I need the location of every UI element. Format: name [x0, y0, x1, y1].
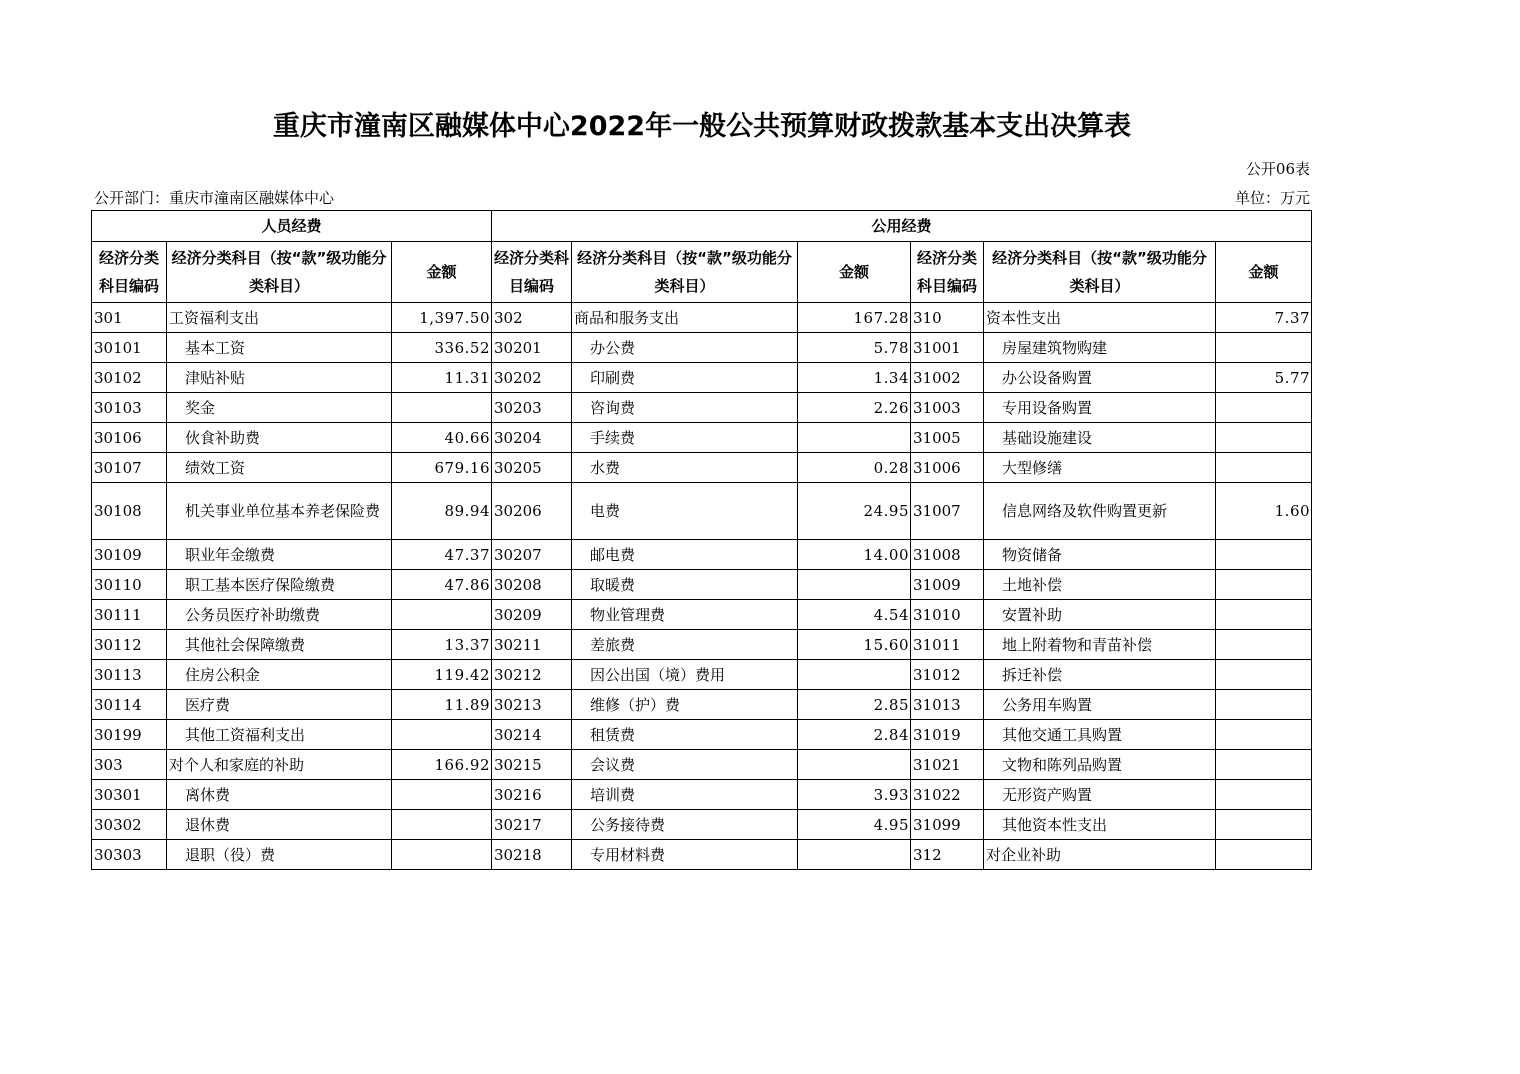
amount-cell: 2.84	[798, 720, 911, 750]
name-cell: 其他资本性支出	[984, 810, 1216, 840]
amount-cell: 2.85	[798, 690, 911, 720]
code-cell: 30215	[492, 750, 572, 780]
code-cell: 301	[92, 303, 167, 333]
group-header-public: 公用经费	[492, 211, 1312, 242]
name-cell: 无形资产购置	[984, 780, 1216, 810]
code-cell: 31008	[911, 540, 984, 570]
code-cell: 30109	[92, 540, 167, 570]
expenditure-table	[91, 210, 1312, 870]
col-header-code: 经济分类科目编码	[911, 242, 984, 303]
amount-cell: 24.95	[798, 483, 911, 540]
amount-cell: 47.37	[392, 540, 492, 570]
amount-cell: 1.34	[798, 363, 911, 393]
department-label: 公开部门：重庆市潼南区融媒体中心	[94, 189, 335, 207]
amount-cell: 14.00	[798, 540, 911, 570]
name-cell: 物资储备	[984, 540, 1216, 570]
amount-cell: 7.37	[1216, 303, 1312, 333]
table-row	[92, 333, 1312, 363]
amount-cell	[1216, 453, 1312, 483]
name-cell: 离休费	[167, 780, 392, 810]
code-cell: 31007	[911, 483, 984, 540]
code-cell: 31021	[911, 750, 984, 780]
code-cell: 30301	[92, 780, 167, 810]
name-cell: 信息网络及软件购置更新	[984, 483, 1216, 540]
code-cell: 30202	[492, 363, 572, 393]
amount-cell	[1216, 720, 1312, 750]
amount-cell: 679.16	[392, 453, 492, 483]
code-cell: 31001	[911, 333, 984, 363]
name-cell: 因公出国（境）费用	[572, 660, 798, 690]
name-cell: 拆迁补偿	[984, 660, 1216, 690]
name-cell: 公务员医疗补助缴费	[167, 600, 392, 630]
code-cell: 30114	[92, 690, 167, 720]
name-cell: 对个人和家庭的补助	[167, 750, 392, 780]
name-cell: 专用设备购置	[984, 393, 1216, 423]
name-cell: 职业年金缴费	[167, 540, 392, 570]
code-cell: 30108	[92, 483, 167, 540]
code-cell: 30106	[92, 423, 167, 453]
code-cell: 30199	[92, 720, 167, 750]
name-cell: 其他工资福利支出	[167, 720, 392, 750]
name-cell: 公务用车购置	[984, 690, 1216, 720]
code-cell: 31003	[911, 393, 984, 423]
code-cell: 30212	[492, 660, 572, 690]
amount-cell: 15.60	[798, 630, 911, 660]
code-cell: 30201	[492, 333, 572, 363]
code-cell: 30214	[492, 720, 572, 750]
unit-label: 单位：万元	[1234, 189, 1310, 207]
amount-cell	[798, 570, 911, 600]
table-row	[92, 570, 1312, 600]
name-cell: 安置补助	[984, 600, 1216, 630]
name-cell: 绩效工资	[167, 453, 392, 483]
code-cell: 30218	[492, 840, 572, 870]
name-cell: 职工基本医疗保险缴费	[167, 570, 392, 600]
table-row	[92, 423, 1312, 453]
code-cell: 31012	[911, 660, 984, 690]
name-cell: 手续费	[572, 423, 798, 453]
amount-cell: 3.93	[798, 780, 911, 810]
amount-cell: 119.42	[392, 660, 492, 690]
amount-cell: 11.31	[392, 363, 492, 393]
amount-cell: 4.54	[798, 600, 911, 630]
name-cell: 退休费	[167, 810, 392, 840]
amount-cell	[1216, 660, 1312, 690]
amount-cell	[798, 750, 911, 780]
name-cell: 水费	[572, 453, 798, 483]
code-cell: 30302	[92, 810, 167, 840]
page-title: 重庆市潼南区融媒体中心2022年一般公共预算财政拨款基本支出决算表	[272, 111, 1132, 142]
amount-cell: 5.78	[798, 333, 911, 363]
code-cell: 30203	[492, 393, 572, 423]
table-row	[92, 600, 1312, 630]
name-cell: 资本性支出	[984, 303, 1216, 333]
table-row	[92, 720, 1312, 750]
amount-cell: 2.26	[798, 393, 911, 423]
code-cell: 30303	[92, 840, 167, 870]
code-cell: 302	[492, 303, 572, 333]
amount-cell	[1216, 810, 1312, 840]
amount-cell	[1216, 333, 1312, 363]
amount-cell	[392, 393, 492, 423]
code-cell: 30102	[92, 363, 167, 393]
amount-cell	[1216, 750, 1312, 780]
amount-cell	[392, 720, 492, 750]
col-header-name: 经济分类科目（按“款”级功能分类科目）	[167, 242, 392, 303]
amount-cell: 13.37	[392, 630, 492, 660]
column-header-row	[92, 242, 1312, 303]
amount-cell	[1216, 600, 1312, 630]
amount-cell	[798, 660, 911, 690]
code-cell: 31099	[911, 810, 984, 840]
col-header-amount: 金额	[1216, 242, 1312, 303]
amount-cell	[392, 600, 492, 630]
name-cell: 对企业补助	[984, 840, 1216, 870]
amount-cell	[798, 840, 911, 870]
table-row	[92, 660, 1312, 690]
code-cell: 30217	[492, 810, 572, 840]
col-header-code: 经济分类科目编码	[92, 242, 167, 303]
form-number: 公开06表	[1245, 160, 1310, 178]
name-cell: 工资福利支出	[167, 303, 392, 333]
code-cell: 312	[911, 840, 984, 870]
amount-cell: 11.89	[392, 690, 492, 720]
name-cell: 机关事业单位基本养老保险费	[167, 483, 392, 540]
name-cell: 电费	[572, 483, 798, 540]
code-cell: 31022	[911, 780, 984, 810]
amount-cell: 167.28	[798, 303, 911, 333]
group-header-row	[92, 211, 1312, 242]
amount-cell	[1216, 540, 1312, 570]
name-cell: 基础设施建设	[984, 423, 1216, 453]
amount-cell: 40.66	[392, 423, 492, 453]
code-cell: 30110	[92, 570, 167, 600]
code-cell: 30213	[492, 690, 572, 720]
amount-cell: 47.86	[392, 570, 492, 600]
code-cell: 30208	[492, 570, 572, 600]
name-cell: 咨询费	[572, 393, 798, 423]
name-cell: 住房公积金	[167, 660, 392, 690]
amount-cell	[1216, 840, 1312, 870]
code-cell: 31013	[911, 690, 984, 720]
name-cell: 专用材料费	[572, 840, 798, 870]
table-row	[92, 690, 1312, 720]
name-cell: 办公设备购置	[984, 363, 1216, 393]
code-cell: 31019	[911, 720, 984, 750]
name-cell: 医疗费	[167, 690, 392, 720]
name-cell: 大型修缮	[984, 453, 1216, 483]
amount-cell	[392, 810, 492, 840]
name-cell: 邮电费	[572, 540, 798, 570]
group-header-personnel: 人员经费	[92, 211, 492, 242]
name-cell: 其他交通工具购置	[984, 720, 1216, 750]
code-cell: 30113	[92, 660, 167, 690]
amount-cell	[1216, 630, 1312, 660]
amount-cell	[392, 780, 492, 810]
table-row	[92, 750, 1312, 780]
name-cell: 房屋建筑物购建	[984, 333, 1216, 363]
name-cell: 物业管理费	[572, 600, 798, 630]
table-row	[92, 303, 1312, 333]
amount-cell: 5.77	[1216, 363, 1312, 393]
code-cell: 30216	[492, 780, 572, 810]
amount-cell	[1216, 393, 1312, 423]
name-cell: 培训费	[572, 780, 798, 810]
name-cell: 其他社会保障缴费	[167, 630, 392, 660]
code-cell: 30209	[492, 600, 572, 630]
table-row	[92, 630, 1312, 660]
col-header-name: 经济分类科目（按“款”级功能分类科目）	[572, 242, 798, 303]
name-cell: 津贴补贴	[167, 363, 392, 393]
amount-cell	[1216, 690, 1312, 720]
name-cell: 办公费	[572, 333, 798, 363]
amount-cell: 4.95	[798, 810, 911, 840]
code-cell: 310	[911, 303, 984, 333]
code-cell: 30112	[92, 630, 167, 660]
amount-cell	[1216, 570, 1312, 600]
amount-cell: 166.92	[392, 750, 492, 780]
table-row	[92, 453, 1312, 483]
name-cell: 取暖费	[572, 570, 798, 600]
table-row	[92, 540, 1312, 570]
table-row	[92, 483, 1312, 540]
code-cell: 30211	[492, 630, 572, 660]
code-cell: 30107	[92, 453, 167, 483]
name-cell: 商品和服务支出	[572, 303, 798, 333]
name-cell: 文物和陈列品购置	[984, 750, 1216, 780]
amount-cell	[798, 423, 911, 453]
col-header-amount: 金额	[392, 242, 492, 303]
table-row	[92, 780, 1312, 810]
amount-cell: 336.52	[392, 333, 492, 363]
name-cell: 维修（护）费	[572, 690, 798, 720]
col-header-name: 经济分类科目（按“款”级功能分类科目）	[984, 242, 1216, 303]
name-cell: 差旅费	[572, 630, 798, 660]
code-cell: 30103	[92, 393, 167, 423]
code-cell: 30207	[492, 540, 572, 570]
name-cell: 退职（役）费	[167, 840, 392, 870]
name-cell: 租赁费	[572, 720, 798, 750]
amount-cell: 89.94	[392, 483, 492, 540]
name-cell: 基本工资	[167, 333, 392, 363]
name-cell: 会议费	[572, 750, 798, 780]
code-cell: 303	[92, 750, 167, 780]
name-cell: 伙食补助费	[167, 423, 392, 453]
amount-cell: 1,397.50	[392, 303, 492, 333]
amount-cell	[392, 840, 492, 870]
table-row	[92, 840, 1312, 870]
code-cell: 30205	[492, 453, 572, 483]
amount-cell	[1216, 423, 1312, 453]
code-cell: 31005	[911, 423, 984, 453]
amount-cell: 1.60	[1216, 483, 1312, 540]
name-cell: 印刷费	[572, 363, 798, 393]
code-cell: 31011	[911, 630, 984, 660]
code-cell: 30111	[92, 600, 167, 630]
amount-cell: 0.28	[798, 453, 911, 483]
code-cell: 30206	[492, 483, 572, 540]
name-cell: 土地补偿	[984, 570, 1216, 600]
name-cell: 公务接待费	[572, 810, 798, 840]
col-header-amount: 金额	[798, 242, 911, 303]
name-cell: 地上附着物和青苗补偿	[984, 630, 1216, 660]
code-cell: 30204	[492, 423, 572, 453]
table-row	[92, 810, 1312, 840]
name-cell: 奖金	[167, 393, 392, 423]
table-row	[92, 393, 1312, 423]
code-cell: 31010	[911, 600, 984, 630]
code-cell: 31006	[911, 453, 984, 483]
code-cell: 31002	[911, 363, 984, 393]
code-cell: 31009	[911, 570, 984, 600]
table-row	[92, 363, 1312, 393]
code-cell: 30101	[92, 333, 167, 363]
amount-cell	[1216, 780, 1312, 810]
col-header-code: 经济分类科目编码	[492, 242, 572, 303]
